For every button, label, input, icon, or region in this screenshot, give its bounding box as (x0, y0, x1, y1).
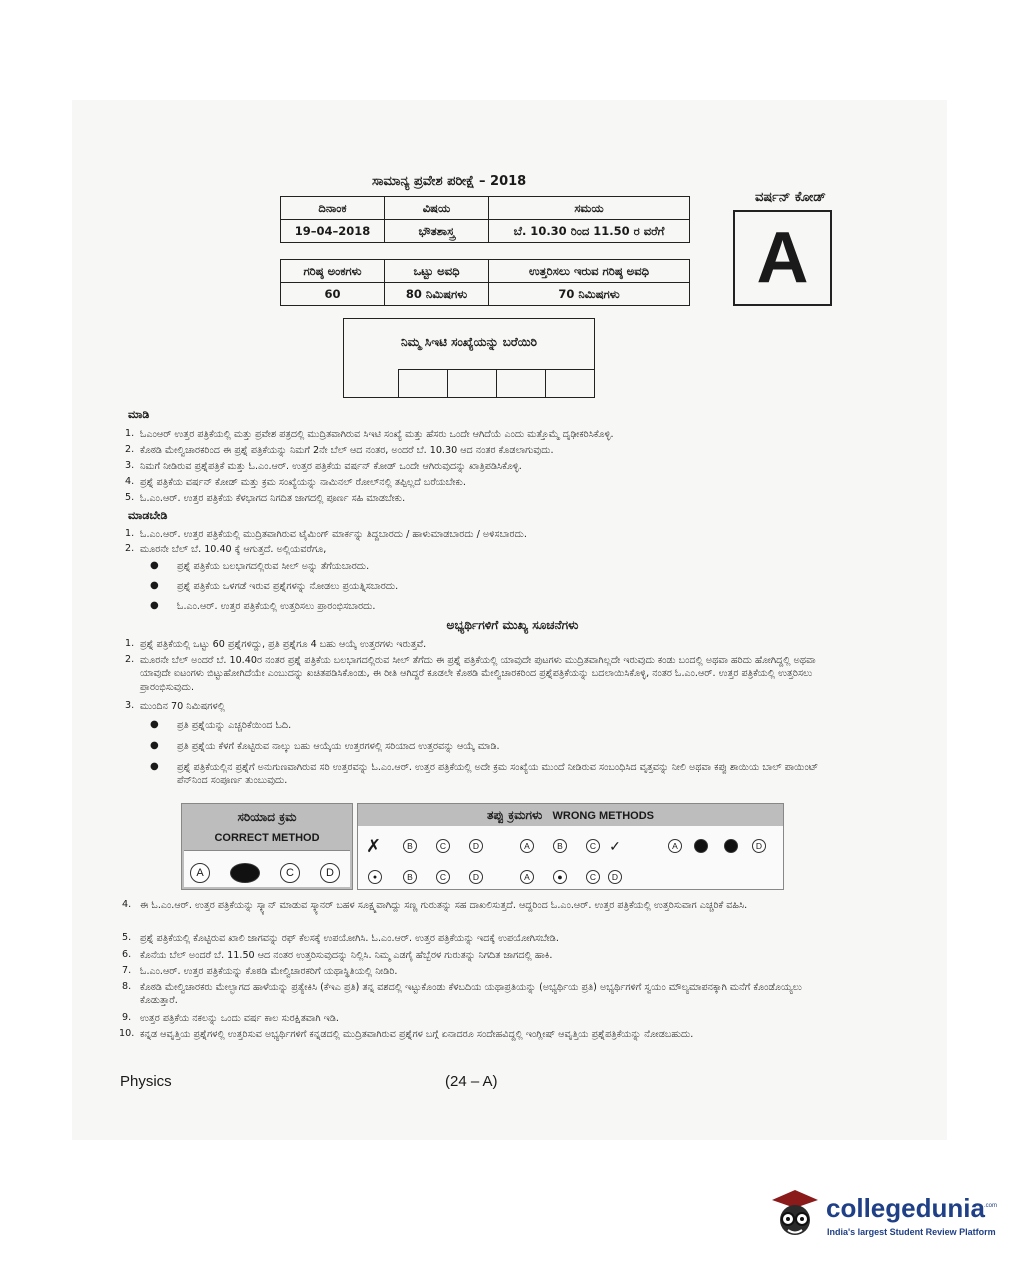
instruction-10: ಕನ್ನಡ ಆವೃತ್ತಿಯ ಪ್ರಶ್ನೆಗಳಲ್ಲಿ ಉತ್ತರಿಸುವ ಅಭ್ಯರ್ಥಿಗಳಿಗೆ ಕನ್ನಡದಲ್ಲಿ ಮುದ್ರಿತವಾಗಿರುವ ಪ್ರಶ್ನೆಗಳ ಬಗ್ಗೆ ಏನಾದರೂ ಸಂದೇಹವಿದ್ದಲ್ಲಿ ಇಂಗ್ಲೀಷ್ ಆವೃತ್ತಿಯ ಪ್ರಶ್ನೆಪತ್ರಿಕೆಯನ್ನು ನೋಡಬಹುದು. (140, 1029, 694, 1040)
bubble-c-filled (724, 839, 738, 853)
tick-mark-icon: ✓ (609, 837, 621, 854)
max-marks-value: 60 (281, 283, 385, 306)
date-header: ದಿನಾಂಕ (281, 197, 385, 220)
marks-duration-table (280, 259, 690, 306)
cet-digit-cell[interactable] (496, 369, 546, 397)
version-code-label: ವರ್ಷನ್ ಕೋಡ್ (755, 190, 826, 205)
instruction-3-bullet-3: ಪ್ರಶ್ನೆ ಪತ್ರಿಕೆಯಲ್ಲಿನ ಪ್ರಶ್ನೆಗೆ ಅನುಗುಣವಾಗಿರುವ ಸರಿ ಉತ್ತರವನ್ನು ಓ.ಎಂ.ಆರ್. ಉತ್ತರ ಪತ್ರಿಕೆಯಲ್ಲಿ ಅದೇ ಕ್ರಮ ಸಂಖ್ಯೆಯ ಮುಂದೆ ನೀಡಿರುವ ಸಂಬಂಧಿಸಿದ ವೃತ್ತವನ್ನು ನೀಲಿ ಅಥವಾ ಕಪ್ಪು ಶಾಯಿಯ ಬಾಲ್ ಪಾಯಿಂಟ್ ಪೆನ್‌ನಿಂದ ಸಂಪೂರ್ಣ ತುಂಬುವುದು. (177, 762, 819, 787)
bubble-a: A (520, 839, 534, 853)
answer-duration-header: ಉತ್ತರಿಸಲು ಇರುವ ಗರಿಷ್ಠ ಅವಧಿ (489, 260, 690, 283)
bullet-icon: ● (150, 740, 159, 751)
instruction-9: ಉತ್ತರ ಪತ್ರಿಕೆಯ ನಕಲನ್ನು ಒಂದು ವರ್ಷ ಕಾಲ ಸುರಕ್ಷಿತವಾಗಿ ಇಡಿ. (140, 1013, 339, 1024)
collegedunia-logo-text: collegedunia (826, 1193, 985, 1223)
donts-item-2: ಮೂರನೇ ಬೆಲ್ ಬೆ. 10.40 ಕ್ಕೆ ಆಗುತ್ತದೆ. ಅಲ್ಲಿಯವರೆಗೂ, (140, 544, 327, 555)
correct-method-example (184, 850, 350, 887)
bubble-d: D (752, 839, 766, 853)
bubble-b: B (403, 839, 417, 853)
wrong-methods-kannada: ತಪ್ಪು ಕ್ರಮಗಳು (486, 808, 543, 822)
correct-method-kannada: ಸರಿಯಾದ ಕ್ರಮ (237, 810, 297, 824)
max-marks-header: ಗರಿಷ್ಠ ಅಂಕಗಳು (281, 260, 385, 283)
dos-item-5: ಓ.ಎಂ.ಆರ್. ಉತ್ತರ ಪತ್ರಿಕೆಯ ಕೆಳಭಾಗದ ನಿಗದಿತ ಜಾಗದಲ್ಲಿ ಪೂರ್ಣ ಸಹಿ ಮಾಡಬೇಕು. (140, 493, 406, 504)
correct-method-panel (181, 803, 353, 890)
instruction-2: ಮೂರನೇ ಬೆಲ್ ಅಂದರೆ ಬೆ. 10.40ರ ನಂತರ ಪ್ರಶ್ನೆ ಪತ್ರಿಕೆಯ ಬಲಭಾಗದಲ್ಲಿರುವ ಸೀಲ್ ತೆಗೆದು ಈ ಪ್ರಶ್ನೆ ಪತ್ರಿಕೆಯಲ್ಲಿ ಯಾವುದೇ ಪುಟಗಳು ಮುದ್ರಿತವಾಗಿಲ್ಲದೇ ಇರುವುದು ಕಂಡು ಬಂದಲ್ಲಿ ಅಥವಾ ಹರಿದು ಹೋಗಿದ್ದಲ್ಲಿ ಅಥವಾ ಯಾವುದೇ ಐಟಂಗಳು ಬಿಟ್ಟುಹೋಗಿದೆಯೇ ಎಂಬುದನ್ನು ಖಚಿತಪಡಿಸಿಕೊಂಡು, ಈ ರೀತಿ ಆಗಿದ್ದರೆ ಕೂಡಲೇ ಕೊಠಡಿ ಮೇಲ್ವಿಚಾರಕರಿಂದ ಪ್ರಶ್ನೆಪತ್ರಿಕೆಯನ್ನು ಬದಲಾಯಿಸಿಕೊಳ್ಳಿ, ನಂತರ ಓ.ಎಂ.ಆರ್. ಉತ್ತರ ಪತ್ರಿಕೆಯಲ್ಲಿ ಉತ್ತರಿಸಲು ಪ್ರಾರಂಭಿಸುವುದು. (140, 655, 816, 693)
instruction-3-bullet-1: ಪ್ರತಿ ಪ್ರಶ್ನೆಯನ್ನು ಎಚ್ಚರಿಕೆಯಿಂದ ಓದಿ. (177, 720, 292, 731)
instruction-5: ಪ್ರಶ್ನೆ ಪತ್ರಿಕೆಯಲ್ಲಿ ಕೊಟ್ಟಿರುವ ಖಾಲಿ ಜಾಗವನ್ನು ರಫ್ ಕೆಲಸಕ್ಕೆ ಉಪಯೋಗಿಸಿ. ಓ.ಎಂ.ಆರ್. ಉತ್ತರ ಪತ್ರಿಕೆಯನ್ನು ಇದಕ್ಕೆ ಉಪಯೋಗಿಸಬೇಡಿ. (140, 933, 559, 944)
cet-digit-cell[interactable] (545, 369, 595, 397)
dos-item-1: ಓಎಂಆರ್ ಉತ್ತರ ಪತ್ರಿಕೆಯಲ್ಲಿ ಮತ್ತು ಪ್ರವೇಶ ಪತ್ರದಲ್ಲಿ ಮುದ್ರಿತವಾಗಿರುವ ಸಿಇಟಿ ಸಂಖ್ಯೆ ಮತ್ತು ಹೆಸರು ಒಂದೇ ಆಗಿದೆಯೆ ಎಂದು ಮತ್ತೊಮ್ಮೆ ದೃಢೀಕರಿಸಿಕೊಳ್ಳಿ. (140, 429, 614, 440)
bubble-c: C (436, 870, 450, 884)
bullet-icon: ● (150, 600, 159, 611)
bubble-d: D (469, 870, 483, 884)
version-code-box: A (733, 210, 832, 306)
instruction-8: ಕೊಠಡಿ ಮೇಲ್ವಿಚಾರಕರು ಮೇಲ್ಭಾಗದ ಹಾಳೆಯನ್ನು ಪ್ರತ್ಯೇಕಿಸಿ (ಕೆಇಎ ಪ್ರತಿ) ತನ್ನ ವಶದಲ್ಲಿ ಇಟ್ಟುಕೊಂಡು ಕೆಳಬದಿಯ ಯಥಾಪ್ರತಿಯನ್ನು (ಅಭ್ಯರ್ಥಿಯ ಪ್ರತಿ) ಅಭ್ಯರ್ಥಿಗಳಿಗೆ ಸ್ವಯಂ ಮೌಲ್ಯಮಾಪನಕ್ಕಾಗಿ ಮನೆಗೆ ಕೊಂಡೊಯ್ಯಲು ಕೊಡುತ್ತಾರೆ. (140, 982, 802, 1007)
cet-number-label: ನಿಮ್ಮ ಸಿಇಟಿ ಸಂಖ್ಯೆಯನ್ನು ಬರೆಯಿರಿ (401, 335, 537, 349)
date-value: 19–04–2018 (281, 220, 385, 243)
donts-heading: ಮಾಡಬೇಡಿ (128, 509, 168, 522)
bubble-b: B (403, 870, 417, 884)
time-value: ಬೆ. 10.30 ರಿಂದ 11.50 ರ ವರೆಗೆ (489, 220, 690, 243)
donts-bullet-1: ಪ್ರಶ್ನೆ ಪತ್ರಿಕೆಯ ಬಲಭಾಗದಲ್ಲಿರುವ ಸೀಲ್ ಅನ್ನು ತೆಗೆಯಬಾರದು. (177, 561, 370, 572)
cross-mark-icon: ✗ (366, 836, 382, 857)
subject-header: ವಿಷಯ (385, 197, 489, 220)
instructions-heading: ಅಭ್ಯರ್ಥಿಗಳಿಗೆ ಮುಖ್ಯ ಸೂಚನೆಗಳು (446, 618, 579, 632)
bubble-d: D (608, 870, 622, 884)
dos-item-2: ಕೊಠಡಿ ಮೇಲ್ವಿಚಾರಕರಿಂದ ಈ ಪ್ರಶ್ನೆ ಪತ್ರಿಕೆಯನ್ನು ನಿಮಗೆ 2ನೇ ಬೆಲ್ ಆದ ನಂತರ, ಅಂದರೆ ಬೆ. 10.30 ಆದ ನಂತರ ಕೊಡಲಾಗುವುದು. (140, 445, 554, 456)
bubble-c: C (586, 839, 600, 853)
wrong-methods-header (358, 804, 783, 826)
wrong-methods-english: WRONG METHODS (552, 810, 654, 822)
collegedunia-logo-com: .com (984, 1203, 998, 1209)
total-duration-value: 80 ನಿಮಿಷಗಳು (385, 283, 489, 306)
bubble-a: A (190, 863, 210, 883)
collegedunia-logo-icon (768, 1186, 822, 1242)
cet-digit-cell[interactable] (447, 369, 497, 397)
cet-digit-cell[interactable] (398, 369, 448, 397)
subject-value: ಭೌತಶಾಸ್ತ್ರ (385, 220, 489, 243)
instruction-6: ಕೊನೆಯ ಬೆಲ್ ಅಂದರೆ ಬೆ. 11.50 ಆದ ನಂತರ ಉತ್ತರಿಸುವುದನ್ನು ನಿಲ್ಲಿಸಿ. ನಿಮ್ಮ ಎಡಗೈ ಹೆಬ್ಬೆರಳ ಗುರುತನ್ನು ನಿಗದಿತ ಜಾಗದಲ್ಲಿ ಹಾಕಿ. (140, 950, 553, 961)
exam-title: ಸಾಮಾನ್ಯ ಪ್ರವೇಶ ಪರೀಕ್ಷೆ – 2018 (372, 174, 527, 189)
bullet-icon: ● (150, 580, 159, 591)
cet-number-box (343, 318, 595, 398)
bubble-a-partial: ● (368, 870, 382, 884)
bubble-b-filled (230, 863, 260, 883)
bubble-c: C (436, 839, 450, 853)
instruction-1: ಪ್ರಶ್ನೆ ಪತ್ರಿಕೆಯಲ್ಲಿ ಒಟ್ಟು 60 ಪ್ರಶ್ನೆಗಳಿದ್ದು, ಪ್ರತಿ ಪ್ರಶ್ನೆಗೂ 4 ಬಹು ಆಯ್ಕೆ ಉತ್ತರಗಳು ಇರುತ್ತವೆ. (140, 639, 427, 650)
bubble-d: D (469, 839, 483, 853)
instruction-4: ಈ ಓ.ಎಂ.ಆರ್. ಉತ್ತರ ಪತ್ರಿಕೆಯನ್ನು ಸ್ಕ್ಯಾನ್ ಮಾಡುವ ಸ್ಕ್ಯಾನರ್ ಬಹಳ ಸೂಕ್ಷ್ಮವಾಗಿದ್ದು ಸಣ್ಣ ಗುರುತನ್ನು ಸಹ ದಾಖಲಿಸುತ್ತದೆ. ಆದ್ದರಿಂದ ಓ.ಎಂ.ಆರ್. ಉತ್ತರ ಪತ್ರಿಕೆಯಲ್ಲಿ ಉತ್ತರಿಸುವಾಗ ಎಚ್ಚರಿಕೆ ವಹಿಸಿ. (140, 900, 748, 911)
bubble-a: A (668, 839, 682, 853)
instruction-3: ಮುಂದಿನ 70 ನಿಮಿಷಗಳಲ್ಲಿ (140, 701, 225, 712)
correct-method-english: CORRECT METHOD (214, 832, 320, 844)
answer-duration-value: 70 ನಿಮಿಷಗಳು (489, 283, 690, 306)
collegedunia-tagline: India's largest Student Review Platform (827, 1227, 996, 1237)
footer-page-number: (24 – A) (445, 1073, 498, 1090)
exam-schedule-table (280, 196, 690, 243)
total-duration-header: ಒಟ್ಟು ಅವಧಿ (385, 260, 489, 283)
bullet-icon: ● (150, 761, 159, 772)
instruction-7: ಓ.ಎಂ.ಆರ್. ಉತ್ತರ ಪತ್ರಿಕೆಯನ್ನು ಕೊಠಡಿ ಮೇಲ್ವಿಚಾರಕರಿಗೆ ಯಥಾಸ್ಥಿತಿಯಲ್ಲಿ ನೀಡಿರಿ. (140, 966, 398, 977)
donts-item-1: ಓ.ಎಂ.ಆರ್. ಉತ್ತರ ಪತ್ರಿಕೆಯಲ್ಲಿ ಮುದ್ರಿತವಾಗಿರುವ ಟೈಮಿಂಗ್ ಮಾರ್ಕನ್ನು ತಿದ್ದಬಾರದು / ಹಾಳುಮಾಡಬಾರದು / ಅಳಿಸಬಾರದು. (140, 529, 527, 540)
cet-number-cells (399, 369, 595, 397)
wrong-methods-panel (357, 803, 784, 890)
dos-heading: ಮಾಡಿ (128, 408, 150, 421)
bubble-c: C (280, 863, 300, 883)
bubble-b: B (553, 839, 567, 853)
dos-item-3: ನಿಮಗೆ ನೀಡಿರುವ ಪ್ರಶ್ನೆಪತ್ರಿಕೆ ಮತ್ತು ಓ.ಎಂ.ಆರ್. ಉತ್ತರ ಪತ್ರಿಕೆಯ ವರ್ಷನ್ ಕೋಡ್ ಒಂದೇ ಆಗಿರುವುದನ್ನು ಖಾತ್ರಿಪಡಿಸಿಕೊಳ್ಳಿ. (140, 461, 522, 472)
time-header: ಸಮಯ (489, 197, 690, 220)
bubble-b-filled (694, 839, 708, 853)
donts-bullet-2: ಪ್ರಶ್ನೆ ಪತ್ರಿಕೆಯ ಒಳಗಡೆ ಇರುವ ಪ್ರಶ್ನೆಗಳನ್ನು ನೋಡಲು ಪ್ರಯತ್ನಿಸಬಾರದು. (177, 581, 399, 592)
donts-bullet-3: ಓ.ಎಂ.ಆರ್. ಉತ್ತರ ಪತ್ರಿಕೆಯಲ್ಲಿ ಉತ್ತರಿಸಲು ಪ್ರಾರಂಭಿಸಬಾರದು. (177, 601, 376, 612)
footer-subject: Physics (120, 1073, 172, 1090)
bubble-c: C (586, 870, 600, 884)
instruction-3-bullet-2: ಪ್ರತಿ ಪ್ರಶ್ನೆಯ ಕೆಳಗೆ ಕೊಟ್ಟಿರುವ ನಾಲ್ಕು ಬಹು ಆಯ್ಕೆಯ ಉತ್ತರಗಳಲ್ಲಿ ಸರಿಯಾದ ಉತ್ತರವನ್ನು ಆಯ್ಕೆ ಮಾಡಿ. (177, 741, 500, 752)
bubble-d: D (320, 863, 340, 883)
dos-item-4: ಪ್ರಶ್ನೆ ಪತ್ರಿಕೆಯ ವರ್ಷನ್ ಕೋಡ್ ಮತ್ತು ಕ್ರಮ ಸಂಖ್ಯೆಯನ್ನು ನಾಮಿನಲ್ ರೋಲ್‌ನಲ್ಲಿ ತಪ್ಪಿಲ್ಲದೆ ಬರೆಯಬೇಕು. (140, 477, 466, 488)
bubble-b-partial: ● (553, 870, 567, 884)
bullet-icon: ● (150, 560, 159, 571)
bullet-icon: ● (150, 719, 159, 730)
bubble-a: A (520, 870, 534, 884)
